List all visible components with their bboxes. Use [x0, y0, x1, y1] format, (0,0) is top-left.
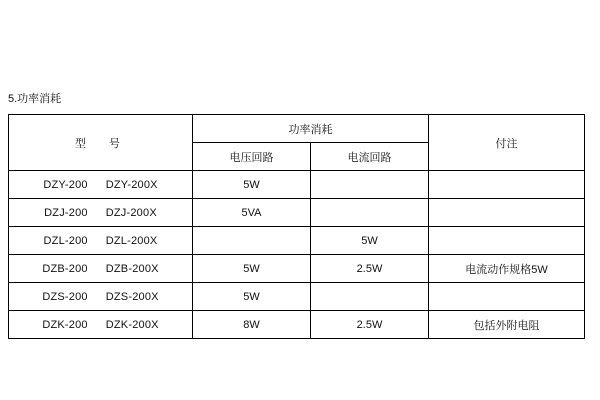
cell-note: 电流动作规格5W	[429, 255, 585, 283]
cell-note: 包括外附电阻	[429, 311, 585, 339]
model-code-a: DZY-200	[43, 178, 88, 191]
table-row	[9, 227, 585, 255]
table-row	[9, 255, 585, 283]
cell-model	[9, 199, 193, 227]
cell-current: 5W	[311, 227, 429, 255]
model-code-b: DZY-200X	[105, 178, 158, 191]
column-header-note: 付注	[429, 115, 585, 171]
table-header-row-1	[9, 115, 585, 143]
cell-note	[429, 199, 585, 227]
table-header	[9, 115, 585, 171]
cell-model	[9, 255, 193, 283]
model-code-a: DZJ-200	[44, 206, 88, 219]
cell-voltage: 5W	[193, 171, 311, 199]
table-row	[9, 199, 585, 227]
cell-voltage: 8W	[193, 311, 311, 339]
model-code-a: DZB-200	[42, 262, 88, 275]
table-row	[9, 283, 585, 311]
cell-model	[9, 227, 193, 255]
cell-current	[311, 283, 429, 311]
column-header-voltage-circuit: 电压回路	[193, 143, 311, 171]
cell-current: 2.5W	[311, 255, 429, 283]
cell-voltage: 5W	[193, 255, 311, 283]
cell-current	[311, 171, 429, 199]
model-code-a: DZL-200	[43, 234, 88, 247]
model-code-a: DZS-200	[42, 290, 88, 303]
model-code-b: DZL-200X	[105, 234, 158, 247]
column-header-power-consumption: 功率消耗	[193, 115, 429, 143]
table-row	[9, 171, 585, 199]
column-header-model: 型 号	[9, 115, 193, 171]
cell-note	[429, 227, 585, 255]
cell-voltage: 5VA	[193, 199, 311, 227]
model-code-b: DZJ-200X	[105, 206, 157, 219]
cell-note	[429, 283, 585, 311]
cell-model	[9, 171, 193, 199]
cell-note	[429, 171, 585, 199]
model-code-b: DZB-200X	[105, 262, 159, 275]
cell-current: 2.5W	[311, 311, 429, 339]
model-code-b: DZK-200X	[105, 318, 159, 331]
model-code-b: DZS-200X	[105, 290, 159, 303]
cell-model	[9, 283, 193, 311]
cell-voltage	[193, 227, 311, 255]
table-row	[9, 311, 585, 339]
cell-model	[9, 311, 193, 339]
power-consumption-table-wrapper	[8, 114, 584, 339]
cell-current	[311, 199, 429, 227]
cell-voltage: 5W	[193, 283, 311, 311]
page-title: 5.功率消耗	[8, 93, 62, 105]
model-code-a: DZK-200	[42, 318, 88, 331]
power-consumption-table	[8, 114, 585, 339]
column-header-current-circuit: 电流回路	[311, 143, 429, 171]
table-body	[9, 171, 585, 339]
